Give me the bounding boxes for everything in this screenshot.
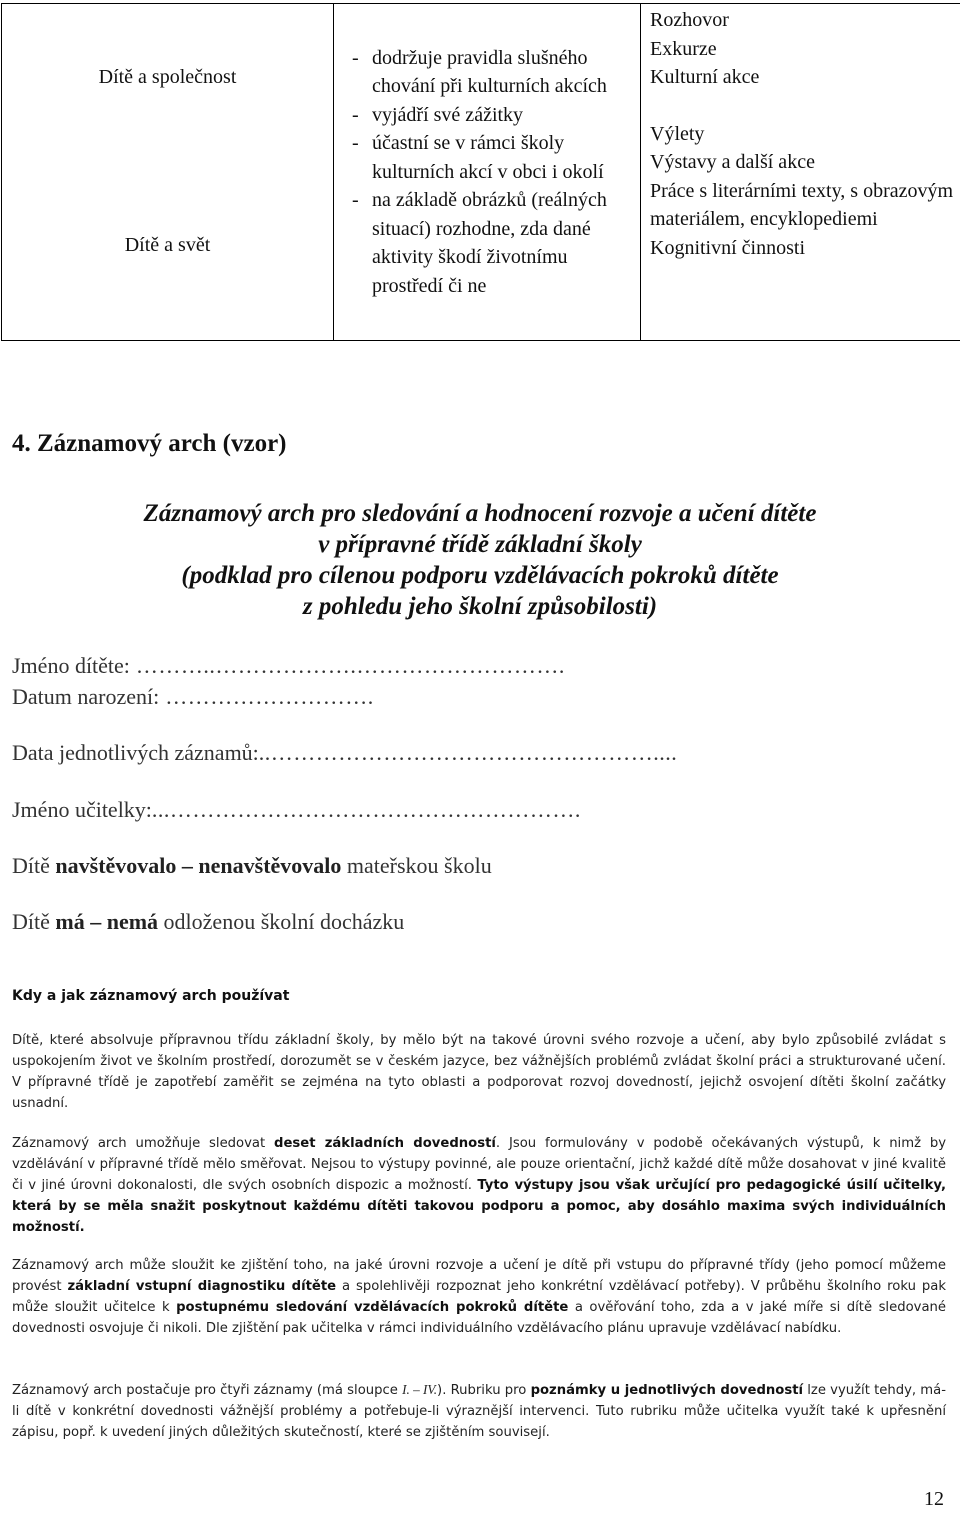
goal-text: účastní se v rámci školy kulturních akcí v obci i okolí bbox=[372, 132, 604, 183]
activity-item: Výlety bbox=[650, 122, 705, 145]
paragraph: Záznamový arch umožňuje sledovat deset základních dovedností. Jsou formulovány v podobě očekávaných výstupů, k nimž by vzdělávání v přípravné třídě mělo směřovat. Nejsou to výstupy povinné, ale pouze orientační, jichž každé dítě může dosahovat v jiné kvalitě či v jiné úrovni dokonalosti, dle svých osobních dispozic a možností. Tyto výstupy jsou však určující pro pedagogické úsilí učitelky, která by se měla snažit poskytnout každému dítěti takovou podporu a pomoc, aby dosáhlo maxima svých individuálních možností. bbox=[12, 1136, 947, 1235]
section-heading: 4. Záznamový arch (vzor) bbox=[12, 430, 287, 457]
area-label: Dítě a svět bbox=[124, 233, 211, 256]
goal-item: - vyjádří své zážitky bbox=[334, 101, 640, 130]
deferral-line: Dítě má – nemá odloženou školní docházku bbox=[12, 909, 405, 934]
sheet-title-line: z pohledu jeho školní způsobilosti) bbox=[302, 593, 658, 620]
goals-column bbox=[334, 4, 641, 341]
records-date-field bbox=[12, 740, 677, 766]
paragraph: Záznamový arch může sloužit ke zjištění toho, na jaké úrovni rozvoje a učení je dítě při vstupu do přípravné třídy (jeho pomocí můžeme provést základní vstupní diagnostiku dítěte a spolehlivěji rozpoznat jeho konkrétní vzdělávací potřeby). V průběhu školního roku pak může sloužit učitelce k postupnému sledování vzdělávacích pokroků dítěte a ověřování toho, zda a v jaké míře si dítě sledované dovednosti osvojuje či nikoli. Dle zjištění pak učitelka v rámci individuálního vzdělávacího plánu upravuje vzdělávací nabídku. bbox=[12, 1258, 947, 1336]
activity-item: Výstavy a další akce bbox=[650, 151, 815, 173]
teacher-name-label: Jméno učitelky: bbox=[12, 797, 152, 822]
activities-column bbox=[641, 4, 960, 341]
objectives-table bbox=[1, 3, 960, 341]
sheet-title-line: Záznamový arch pro sledování a hodnocení rozvoje a učení dítěte bbox=[143, 500, 817, 527]
activity-item: Práce s literárními texty, s obrazovým materiálem, encyklopediemi bbox=[650, 179, 954, 230]
records-date-dots: ..…………………………………………….... bbox=[258, 740, 678, 765]
goal-item: - účastní se v rámci školy kulturních akcí v obci i okolí bbox=[334, 129, 640, 186]
activity-item: Rozhovor bbox=[650, 9, 729, 31]
area-column bbox=[2, 4, 334, 341]
page-number: 12 bbox=[924, 1488, 944, 1510]
option-attended: navštěvovalo bbox=[55, 853, 177, 878]
option-has-not: nemá bbox=[106, 909, 159, 934]
child-name-dots: ………..……………….………………………. bbox=[129, 653, 565, 678]
goal-item: - dodržuje pravidla slušného chování při kulturních akcích bbox=[334, 44, 640, 101]
child-name-label: Jméno dítěte: bbox=[12, 653, 130, 678]
records-date-label: Data jednotlivých záznamů: bbox=[12, 740, 259, 765]
child-name-field bbox=[12, 653, 565, 679]
activity-item: Kulturní akce bbox=[650, 66, 760, 88]
teacher-name-field bbox=[12, 797, 581, 823]
paragraph: Dítě, které absolvuje přípravnou třídu základní školy, by mělo být na takové úrovni svého rozvoje a učení, aby bylo způsobilé zvládat s uspokojením život ve školním prostředí, dorozumět se v českém jazyce, bez vážnějších problémů zvládat školní práci a strukturované učení. V přípravné třídě je zapotřebí zaměřit se zejména na tyto oblasti a podporovat rozvoj dovedností, jejichž osvojení dítěti školní začátky usnadní. bbox=[12, 1033, 946, 1111]
activity-item: Exkurze bbox=[650, 37, 717, 60]
sheet-title-line: v přípravné třídě základní školy bbox=[318, 531, 642, 558]
birth-date-dots: ………………………. bbox=[159, 684, 374, 709]
kindergarten-line: Dítě navštěvovalo – nenavštěvovalo mateřskou školu bbox=[12, 853, 492, 878]
goal-text: dodržuje pravidla slušného chování při kulturních akcích bbox=[372, 46, 607, 98]
goal-item: - na základě obrázků (reálných situací) rozhodne, zda dané aktivity škodí životnímu prostředí či ne bbox=[334, 186, 640, 300]
sheet-title bbox=[0, 498, 960, 622]
goal-text: na základě obrázků (reálných situací) rozhodne, zda dané aktivity škodí životnímu prostředí či ne bbox=[372, 189, 607, 297]
area-label: Dítě a společnost bbox=[98, 65, 237, 88]
sheet-title-line: (podklad pro cílenou podporu vzdělávacích pokroků dítěte bbox=[181, 562, 779, 589]
birth-date-label: Datum narození: bbox=[12, 684, 160, 709]
usage-heading: Kdy a jak záznamový arch používat bbox=[12, 988, 290, 1004]
teacher-name-dots: ...………………………………………………. bbox=[151, 797, 581, 822]
option-not-attended: nenavštěvovalo bbox=[198, 853, 342, 878]
goal-text: vyjádří své zážitky bbox=[372, 103, 524, 126]
activity-item: Kognitivní činnosti bbox=[650, 236, 805, 259]
option-has: má bbox=[55, 909, 85, 934]
paragraph: Záznamový arch postačuje pro čtyři záznamy (má sloupce I. – IV.). Rubriku pro poznámky u jednotlivých dovedností lze využít tehdy, má-li dítě v konkrétní dovednosti vážnější problémy a potřebuje-li výraznější intervenci. Tuto rubriku může učitelka využít také k upřesnění zápisu, popř. k uvedení jiných důležitých skutečností, které se zjištěním souvisejí. bbox=[12, 1382, 946, 1440]
birth-date-field bbox=[12, 684, 374, 710]
